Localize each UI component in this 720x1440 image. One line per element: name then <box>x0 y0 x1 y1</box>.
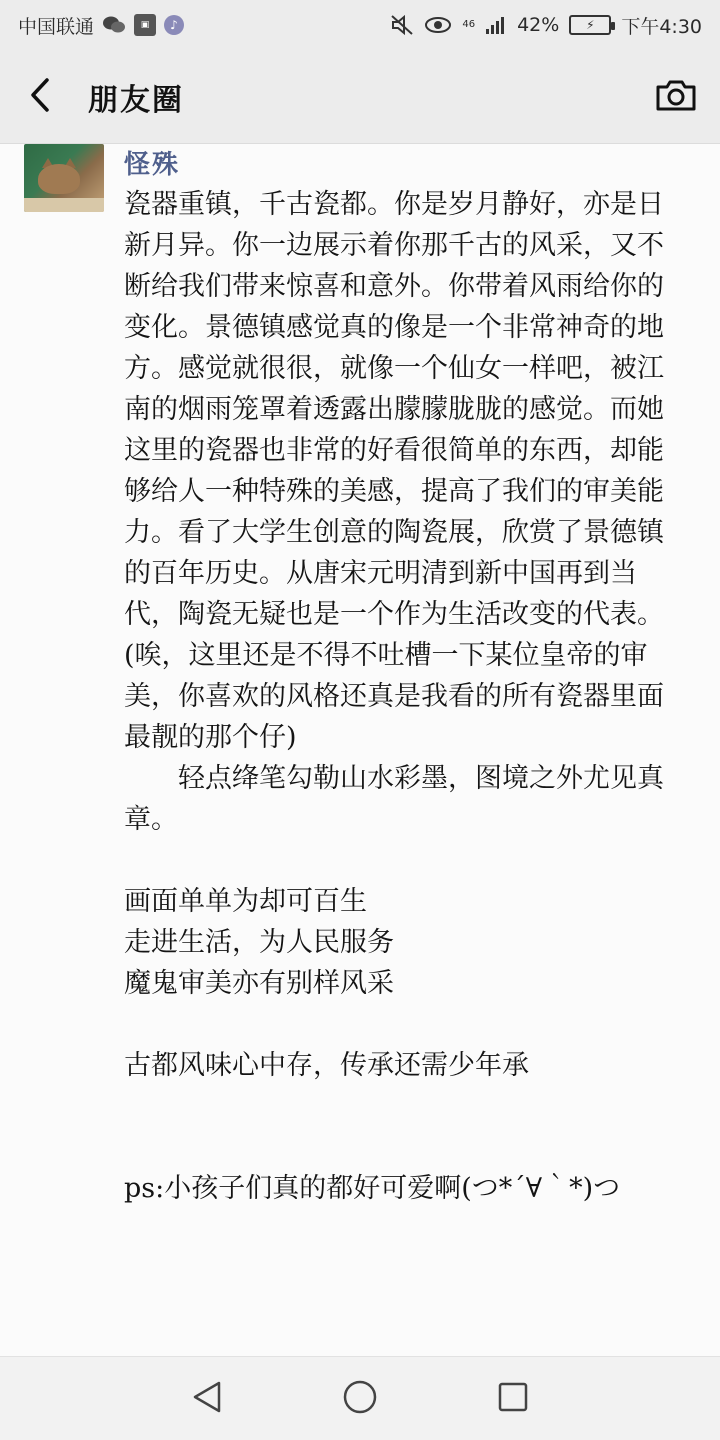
author-name[interactable]: 怪殊 <box>124 150 181 180</box>
ps-line: ps:小孩子们真的都好可爱啊(つ*´∀｀*)つ <box>124 1173 621 1204</box>
eye-icon <box>424 15 452 35</box>
post-paragraph: 轻点绛笔勾勒山水彩墨，图境之外尤见真章。 <box>124 763 664 835</box>
page-title: 朋友圈 <box>88 82 184 118</box>
network-type-label: 46 <box>462 19 476 30</box>
post-paragraph: 瓷器重镇，千古瓷都。你是岁月静好，亦是日新月异。你一边展示着你那千古的风采，又不断给我们带来惊喜和意外。你带着风雨给你的变化。景德镇感觉真的像是一个非常神奇的地方。感觉就很很，就像一个仙女一样吧，被江南的烟雨笼罩着透露出朦朦胧胧的感觉。而她这里的瓷器也非常的好看很简单的东西，却能够给人一种特殊的美感，提高了我们的审美能力。看了大学生创意的陶瓷展，欣赏了景德镇的百年历史。从唐宋元明清到新中国再到当代，陶瓷无疑也是一个作为生活改变的代表。(唉，这里还是不得不吐槽一下某位皇帝的审美，你喜欢的风格还真是我看的所有瓷器里面最靓的那个仔) <box>124 189 664 753</box>
clock-time: 下午4:30 <box>621 15 702 38</box>
signal-icon <box>485 15 507 35</box>
moments-post <box>0 144 720 1356</box>
status-left <box>18 12 184 39</box>
camera-icon <box>655 78 697 116</box>
app-box-icon: ▣ <box>134 14 156 36</box>
spacer <box>124 1086 684 1168</box>
system-recents-button[interactable] <box>483 1369 543 1429</box>
carrier-label: 中国联通 <box>18 15 95 38</box>
back-triangle-icon <box>191 1380 223 1418</box>
spacer <box>124 1004 684 1045</box>
window-sill <box>24 198 104 212</box>
battery-icon: ⚡ <box>569 15 611 35</box>
battery-percent: 42% <box>517 14 560 36</box>
chevron-left-icon <box>29 77 51 117</box>
camera-button[interactable] <box>652 73 700 121</box>
system-back-button[interactable] <box>177 1369 237 1429</box>
poem-line: 画面单单为却可百生 <box>124 886 367 917</box>
poem-line: 魔鬼审美亦有别样风采 <box>124 968 394 999</box>
post-text <box>124 184 684 1209</box>
heritage-line: 古都风味心中存，传承还需少年承 <box>124 1050 529 1081</box>
recents-square-icon <box>497 1381 529 1417</box>
mute-icon <box>390 14 414 36</box>
poem-line: 走进生活，为人民服务 <box>124 927 394 958</box>
back-button[interactable] <box>20 72 60 122</box>
avatar[interactable] <box>24 144 104 212</box>
nav-bar <box>0 50 720 144</box>
system-nav-bar <box>0 1356 720 1440</box>
music-icon: ♪ <box>164 15 184 35</box>
system-home-button[interactable] <box>330 1369 390 1429</box>
wechat-icon <box>102 15 126 35</box>
status-bar <box>0 0 720 50</box>
cat-image <box>38 164 80 194</box>
home-circle-icon <box>342 1379 378 1419</box>
spacer <box>124 840 684 881</box>
status-right <box>390 12 702 39</box>
